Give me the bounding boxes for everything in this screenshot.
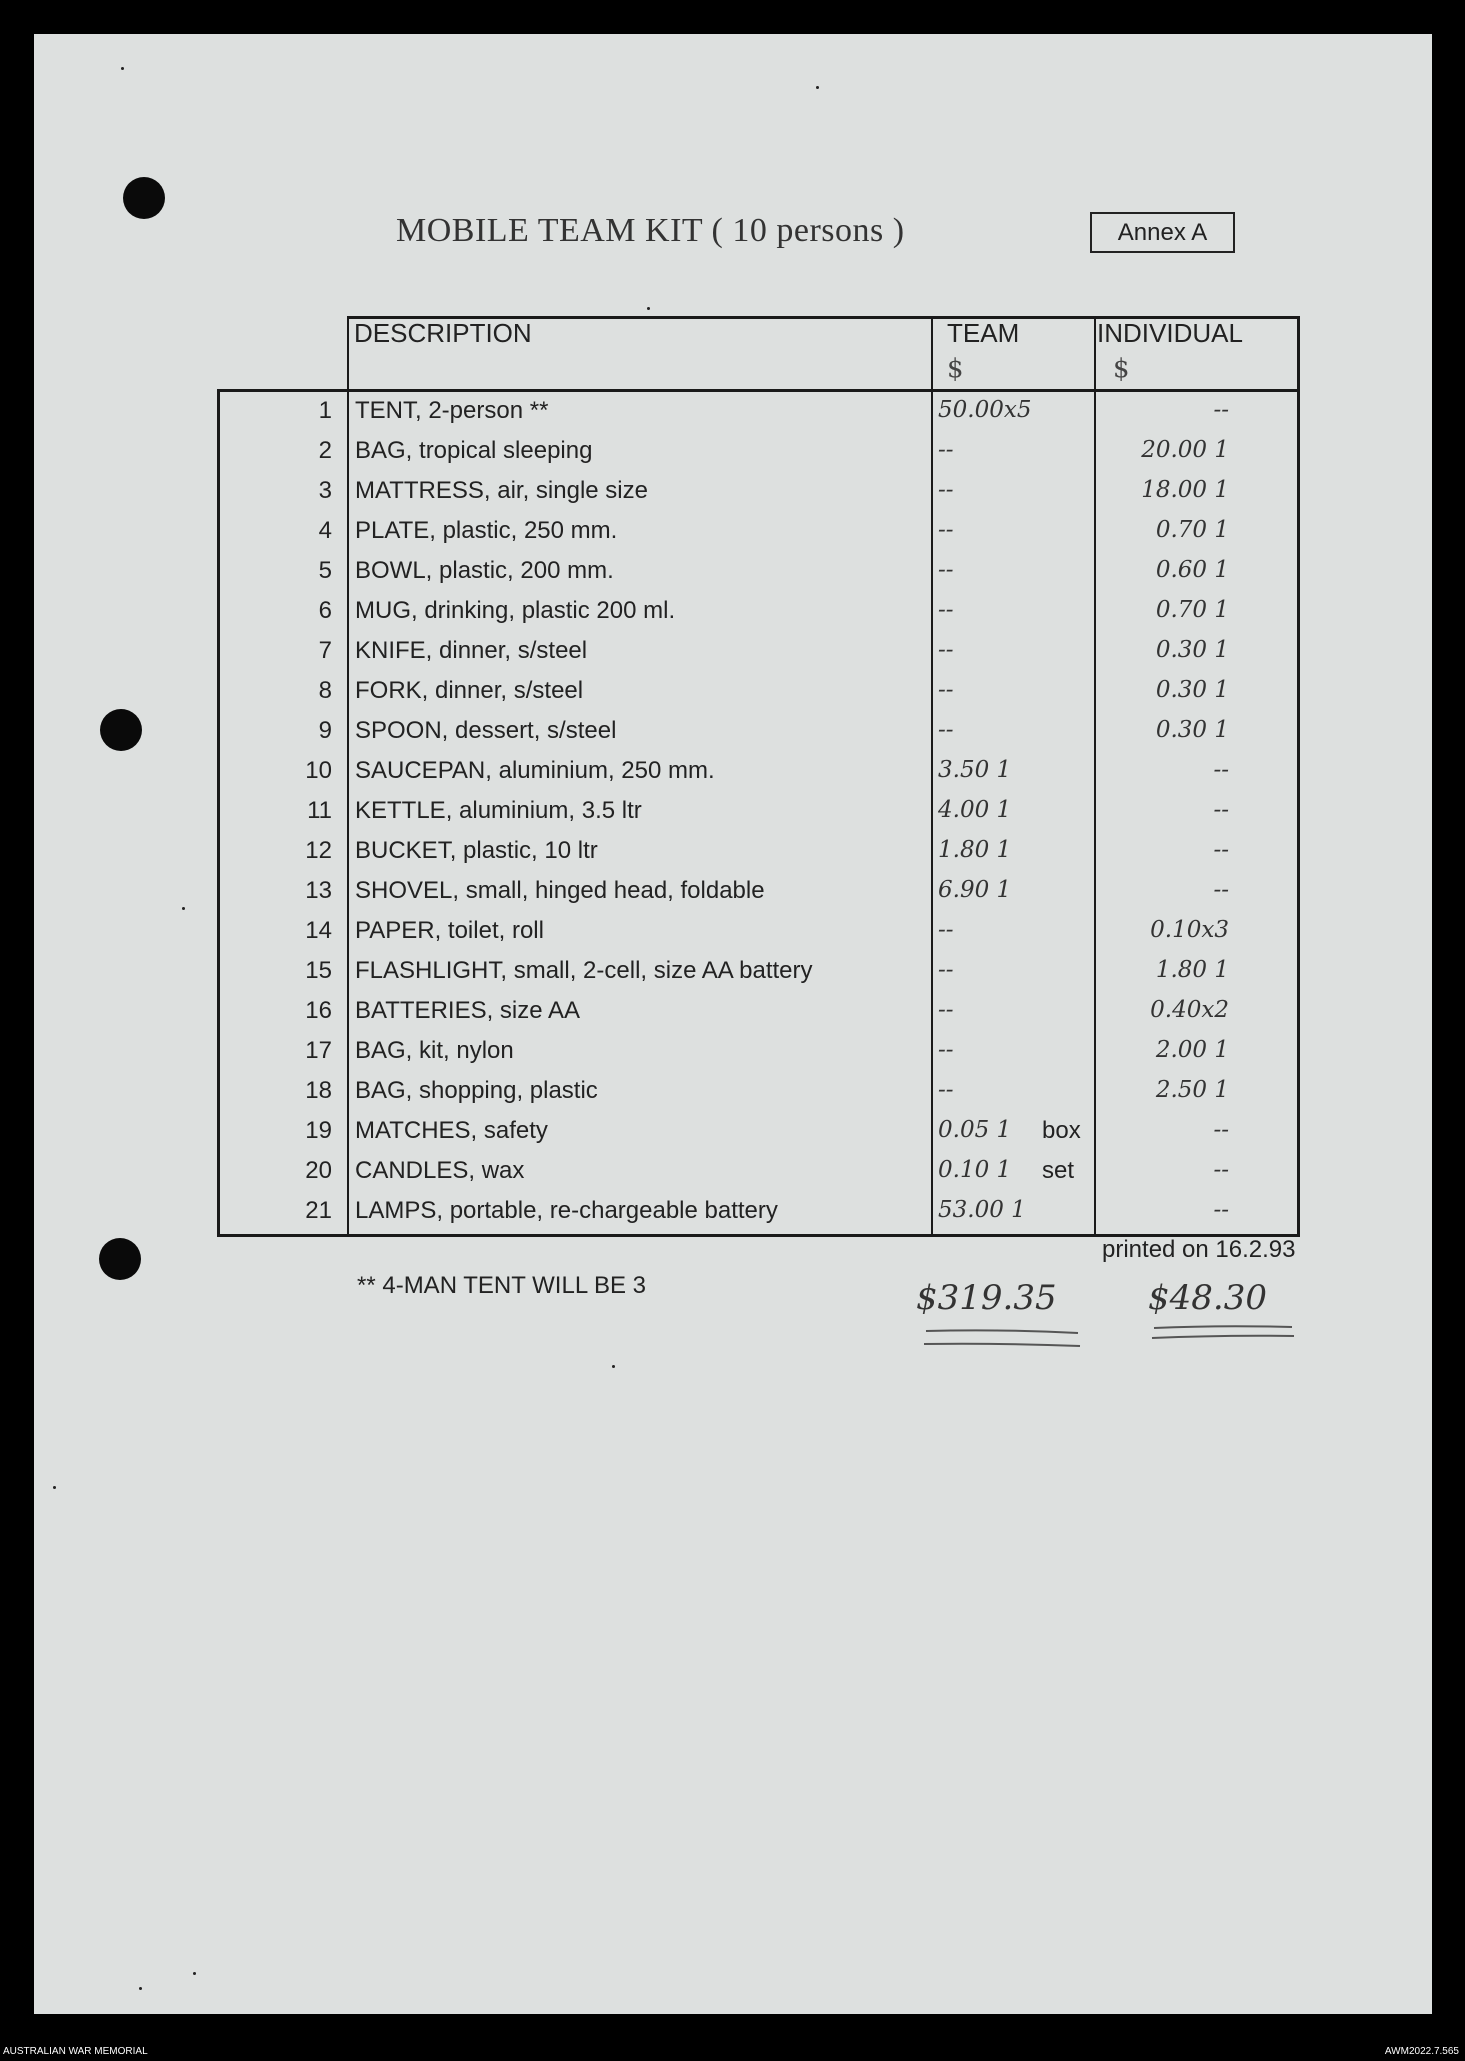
- team-total-underline: [926, 1330, 1078, 1333]
- item-team-cost: 53.00 1: [938, 1197, 1026, 1223]
- item-team-cost: 6.90 1: [938, 877, 1012, 903]
- item-description: SPOON, dessert, s/steel: [355, 717, 617, 744]
- document-title: MOBILE TEAM KIT ( 10 persons ): [396, 212, 905, 249]
- item-individual-cost: --: [1213, 1157, 1229, 1183]
- item-number: 11: [307, 797, 332, 824]
- item-number: 18: [305, 1077, 332, 1104]
- individual-total: $48.30: [1148, 1278, 1267, 1318]
- item-team-cost: 3.50 1: [938, 757, 1012, 783]
- header-individual: INDIVIDUAL: [1097, 318, 1243, 348]
- item-description: BAG, kit, nylon: [355, 1037, 514, 1064]
- item-individual-cost: 0.30 1: [1155, 717, 1229, 743]
- item-number: 15: [305, 957, 332, 984]
- item-number: 19: [305, 1117, 332, 1144]
- item-individual-cost: 0.70 1: [1155, 517, 1229, 543]
- item-description: KETTLE, aluminium, 3.5 ltr: [355, 797, 642, 824]
- item-team-cost: --: [938, 717, 954, 743]
- item-unit: box: [1042, 1117, 1081, 1144]
- header-team: TEAM: [947, 318, 1020, 348]
- item-individual-cost: --: [1213, 397, 1229, 423]
- item-team-cost: --: [938, 997, 954, 1023]
- item-description: BUCKET, plastic, 10 ltr: [355, 837, 598, 864]
- item-number: 8: [318, 677, 332, 704]
- item-team-cost: 0.10 1: [938, 1157, 1012, 1183]
- item-individual-cost: 1.80 1: [1155, 957, 1229, 983]
- item-number: 21: [305, 1197, 332, 1224]
- item-description: CANDLES, wax: [355, 1157, 525, 1184]
- item-number: 20: [305, 1157, 332, 1184]
- printed-date-note: printed on 16.2.93: [1102, 1236, 1296, 1263]
- item-team-cost: --: [938, 677, 954, 703]
- item-description: BATTERIES, size AA: [355, 997, 580, 1024]
- item-team-cost: 0.05 1: [938, 1117, 1012, 1143]
- item-individual-cost: --: [1213, 837, 1229, 863]
- item-number: 16: [305, 997, 332, 1024]
- item-description: SHOVEL, small, hinged head, foldable: [355, 877, 765, 904]
- item-team-cost: 1.80 1: [938, 837, 1012, 863]
- item-team-cost: --: [938, 917, 954, 943]
- individual-total-underline: [1154, 1326, 1292, 1328]
- item-description: BAG, shopping, plastic: [355, 1077, 598, 1104]
- tent-footnote: ** 4-MAN TENT WILL BE 3: [357, 1272, 646, 1299]
- item-team-cost: 4.00 1: [938, 797, 1012, 823]
- item-number: 2: [318, 437, 332, 464]
- item-unit: set: [1042, 1157, 1075, 1184]
- item-individual-cost: --: [1213, 757, 1229, 783]
- item-number: 6: [318, 597, 332, 624]
- team-total-underline: [924, 1344, 1080, 1346]
- item-individual-cost: --: [1213, 877, 1229, 903]
- item-individual-cost: 2.00 1: [1155, 1037, 1229, 1063]
- item-number: 4: [318, 517, 332, 544]
- item-individual-cost: 0.70 1: [1155, 597, 1229, 623]
- item-team-cost: --: [938, 1037, 954, 1063]
- item-description: LAMPS, portable, re-chargeable battery: [355, 1197, 778, 1224]
- item-description: MUG, drinking, plastic 200 ml.: [355, 597, 676, 624]
- item-team-cost: --: [938, 957, 954, 983]
- item-individual-cost: --: [1213, 797, 1229, 823]
- item-team-cost: --: [938, 557, 954, 583]
- item-individual-cost: --: [1213, 1197, 1229, 1223]
- item-description: FORK, dinner, s/steel: [355, 677, 584, 704]
- item-team-cost: --: [938, 637, 954, 663]
- item-number: 10: [305, 757, 332, 784]
- item-number: 13: [305, 877, 332, 904]
- item-description: FLASHLIGHT, small, 2-cell, size AA battery: [355, 957, 813, 984]
- item-individual-cost: 18.00 1: [1141, 477, 1229, 503]
- item-description: PAPER, toilet, roll: [355, 917, 544, 944]
- item-number: 17: [305, 1037, 332, 1064]
- item-number: 12: [305, 837, 332, 864]
- item-number: 1: [318, 397, 332, 424]
- item-team-cost: 50.00x5: [938, 397, 1032, 423]
- item-team-cost: --: [938, 1077, 954, 1103]
- item-description: BAG, tropical sleeping: [355, 437, 593, 464]
- item-description: MATCHES, safety: [355, 1117, 548, 1144]
- item-description: TENT, 2-person **: [355, 397, 549, 424]
- individual-total-underline: [1152, 1336, 1294, 1338]
- item-number: 14: [305, 917, 332, 944]
- item-description: MATTRESS, air, single size: [355, 477, 648, 504]
- item-number: 9: [318, 717, 332, 744]
- item-team-cost: --: [938, 597, 954, 623]
- item-number: 5: [318, 557, 332, 584]
- item-individual-cost: 0.10x3: [1150, 917, 1229, 943]
- item-team-cost: --: [938, 517, 954, 543]
- item-individual-cost: 0.30 1: [1155, 637, 1229, 663]
- team-total: $319.35: [916, 1278, 1057, 1318]
- item-individual-cost: --: [1213, 1117, 1229, 1143]
- item-individual-cost: 2.50 1: [1155, 1077, 1229, 1103]
- item-team-cost: --: [938, 437, 954, 463]
- header-team-currency: $: [947, 354, 964, 384]
- item-description: BOWL, plastic, 200 mm.: [355, 557, 614, 584]
- item-individual-cost: 0.30 1: [1155, 677, 1229, 703]
- item-description: SAUCEPAN, aluminium, 250 mm.: [355, 757, 715, 784]
- item-individual-cost: 20.00 1: [1141, 437, 1229, 463]
- item-team-cost: --: [938, 477, 954, 503]
- item-individual-cost: 0.40x2: [1150, 997, 1229, 1023]
- header-individual-currency: $: [1113, 354, 1130, 384]
- archive-reference: AWM2022.7.565: [1384, 2046, 1459, 2057]
- item-individual-cost: 0.60 1: [1155, 557, 1229, 583]
- item-number: 3: [318, 477, 332, 504]
- item-description: PLATE, plastic, 250 mm.: [355, 517, 618, 544]
- item-description: KNIFE, dinner, s/steel: [355, 637, 588, 664]
- header-description: DESCRIPTION: [354, 318, 532, 348]
- archive-label: AUSTRALIAN WAR MEMORIAL: [3, 2046, 148, 2057]
- item-number: 7: [318, 637, 332, 664]
- annex-label: Annex A: [1090, 212, 1235, 253]
